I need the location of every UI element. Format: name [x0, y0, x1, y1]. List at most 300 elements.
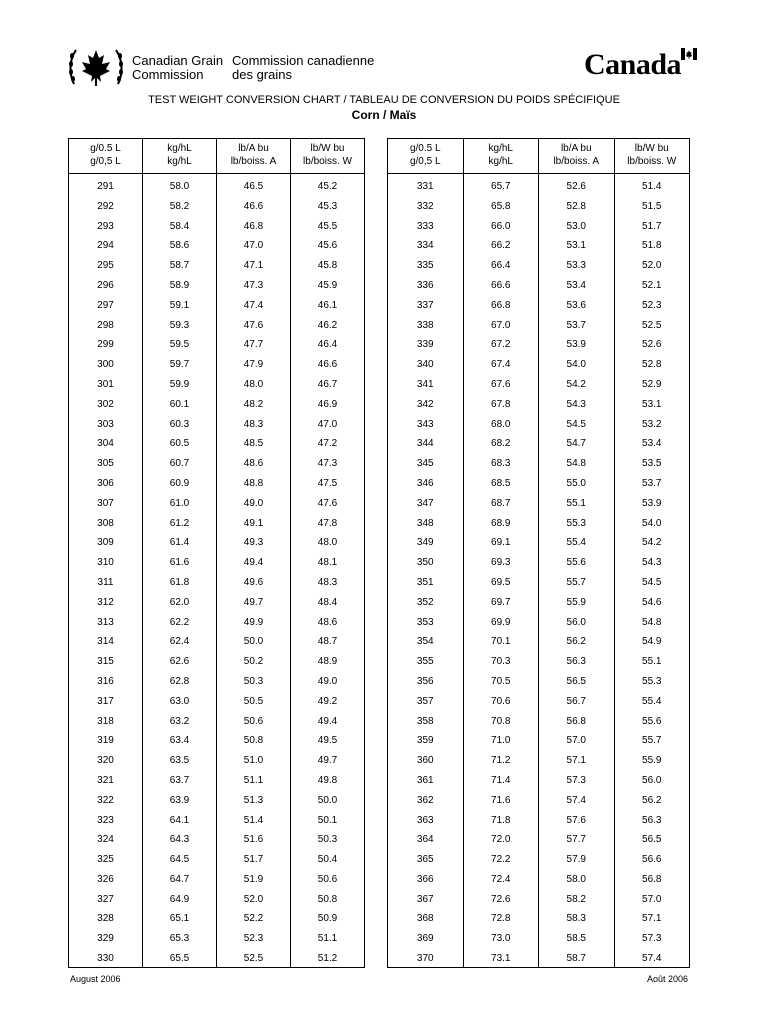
table-cell: 56.8 — [642, 873, 662, 885]
table-cell: 53.6 — [566, 299, 586, 311]
table-cell: 69.3 — [491, 557, 511, 569]
table-left-half — [68, 138, 365, 968]
table-cell: 59.9 — [169, 378, 190, 390]
table-cell: 53.9 — [566, 339, 586, 351]
table-cell: 55.1 — [566, 497, 586, 509]
table-cell: 47.0 — [243, 240, 264, 252]
table-cell: 49.9 — [243, 616, 264, 628]
table-cell: 357 — [416, 695, 434, 707]
table-cell: 57.9 — [566, 854, 586, 866]
column-header — [217, 139, 291, 173]
column-header — [388, 139, 464, 173]
table-cell: 318 — [97, 715, 114, 727]
table-cell: 52.6 — [642, 339, 662, 351]
table-cell: 68.9 — [491, 517, 511, 529]
table-cell: 52.0 — [243, 893, 264, 905]
table-cell: 45.3 — [317, 200, 338, 212]
table-right-half — [387, 138, 690, 968]
table-cell: 48.3 — [243, 418, 264, 430]
table-cell: 52.0 — [642, 260, 662, 272]
table-cell: 61.2 — [169, 517, 190, 529]
table-cell: 46.6 — [317, 359, 338, 371]
table-cell: 51.8 — [642, 240, 662, 252]
table-cell: 46.9 — [317, 398, 338, 410]
table-cell: 356 — [416, 675, 434, 687]
table-cell: 302 — [97, 398, 114, 410]
table-cell: 48.3 — [317, 576, 338, 588]
table-cell: 54.3 — [642, 557, 662, 569]
table-cell: 368 — [416, 913, 434, 925]
table-cell: 299 — [97, 339, 114, 351]
table-cell: 47.0 — [317, 418, 338, 430]
table-cell: 57.4 — [566, 794, 586, 806]
table-cell: 60.1 — [169, 398, 190, 410]
table-cell: 54.7 — [566, 438, 586, 450]
table-cell: 67.4 — [491, 359, 511, 371]
table-cell: 53.0 — [566, 220, 586, 232]
table-cell: 54.8 — [566, 458, 586, 470]
table-cell: 327 — [97, 893, 114, 905]
table-cell: 45.9 — [317, 279, 338, 291]
table-cell: 58.3 — [566, 913, 586, 925]
document-title: TEST WEIGHT CONVERSION CHART / TABLEAU DE CONVERSION DU POIDS SPÉCIFIQUE — [148, 94, 620, 106]
table-cell: 55.3 — [642, 675, 662, 687]
table-cell: 58.9 — [169, 279, 190, 291]
table-cell: 45.5 — [317, 220, 338, 232]
table-cell: 54.8 — [642, 616, 662, 628]
table-cell: 343 — [416, 418, 434, 430]
table-cell: 70.6 — [491, 695, 511, 707]
table-cell: 332 — [416, 200, 434, 212]
table-cell: 71.0 — [491, 735, 511, 747]
table-cell: 64.9 — [169, 893, 190, 905]
table-cell: 64.7 — [169, 873, 190, 885]
table-cell: 60.5 — [169, 438, 190, 450]
column-header-line2: kg/hL — [167, 156, 192, 167]
table-cell: 54.0 — [642, 517, 662, 529]
table-cell: 70.1 — [491, 636, 511, 648]
table-cell: 301 — [97, 378, 114, 390]
table-column — [143, 174, 217, 967]
table-cell: 57.7 — [566, 834, 586, 846]
table-cell: 67.0 — [491, 319, 511, 331]
table-cell: 48.4 — [317, 596, 338, 608]
table-cell: 53.4 — [566, 279, 586, 291]
table-cell: 47.7 — [243, 339, 264, 351]
table-cell: 62.8 — [169, 675, 190, 687]
table-cell: 50.2 — [243, 656, 264, 668]
agency-name-french-line2: des grains — [232, 67, 292, 82]
table-cell: 296 — [97, 279, 114, 291]
canada-wordmark: Canada — [584, 48, 682, 81]
table-cell: 350 — [416, 557, 434, 569]
table-cell: 48.0 — [243, 378, 264, 390]
table-cell: 66.0 — [491, 220, 511, 232]
table-cell: 52.3 — [243, 933, 264, 945]
agency-name-english — [132, 54, 223, 82]
table-cell: 370 — [416, 953, 434, 965]
table-cell: 57.1 — [566, 755, 586, 767]
table-cell: 58.4 — [169, 220, 190, 232]
table-column — [217, 174, 291, 967]
table-cell: 52.8 — [642, 359, 662, 371]
column-header-line2: lb/boiss. W — [627, 156, 677, 167]
table-cell: 360 — [416, 755, 434, 767]
table-column — [615, 174, 690, 967]
column-header-line1: g/0.5 L — [409, 143, 441, 154]
table-body — [69, 174, 364, 967]
table-cell: 45.2 — [317, 181, 338, 192]
table-cell: 322 — [97, 794, 114, 806]
table-cell: 49.8 — [317, 774, 338, 786]
table-cell: 51.3 — [243, 794, 264, 806]
table-cell: 57.4 — [642, 953, 662, 965]
header — [66, 44, 706, 94]
document-subtitle: Corn / Maïs — [351, 108, 417, 122]
table-cell: 48.7 — [317, 636, 338, 648]
table-cell: 72.0 — [491, 834, 511, 846]
table-cell: 57.0 — [642, 893, 662, 905]
table-cell: 366 — [416, 873, 434, 885]
table-cell: 58.2 — [169, 200, 190, 212]
table-cell: 72.8 — [491, 913, 511, 925]
table-cell: 72.6 — [491, 893, 511, 905]
table-cell: 363 — [416, 814, 434, 826]
table-cell: 59.1 — [169, 299, 190, 311]
table-cell: 71.8 — [491, 814, 511, 826]
agency-name-english-line1: Canadian Grain — [132, 53, 224, 68]
table-cell: 53.2 — [642, 418, 662, 430]
column-header — [69, 139, 143, 173]
table-cell: 47.1 — [243, 260, 264, 272]
table-cell: 47.3 — [243, 279, 264, 291]
table-cell: 64.5 — [169, 854, 190, 866]
column-header-line2: kg/hL — [488, 156, 513, 167]
table-cell: 55.1 — [642, 656, 662, 668]
table-cell: 49.7 — [243, 596, 264, 608]
table-cell: 66.8 — [491, 299, 511, 311]
table-cell: 58.7 — [169, 260, 190, 272]
table-cell: 55.7 — [642, 735, 662, 747]
table-cell: 336 — [416, 279, 434, 291]
table-cell: 351 — [416, 576, 434, 588]
table-cell: 72.2 — [491, 854, 511, 866]
table-cell: 335 — [416, 260, 434, 272]
column-header — [615, 139, 690, 173]
table-cell: 341 — [416, 378, 434, 390]
table-cell: 61.4 — [169, 537, 190, 549]
table-cell: 50.8 — [243, 735, 264, 747]
table-cell: 304 — [97, 438, 114, 450]
table-cell: 50.0 — [243, 636, 264, 648]
table-cell: 67.2 — [491, 339, 511, 351]
conversion-table — [68, 138, 688, 966]
table-cell: 310 — [97, 557, 114, 569]
table-cell: 308 — [97, 517, 114, 529]
table-cell: 51.7 — [642, 220, 662, 232]
table-cell: 323 — [97, 814, 114, 826]
table-cell: 300 — [97, 359, 114, 371]
table-cell: 51.1 — [243, 774, 264, 786]
table-cell: 58.0 — [566, 873, 586, 885]
table-cell: 61.8 — [169, 576, 190, 588]
table-cell: 59.5 — [169, 339, 190, 351]
table-cell: 47.9 — [243, 359, 264, 371]
table-cell: 49.2 — [317, 695, 338, 707]
table-cell: 314 — [97, 636, 114, 648]
table-cell: 54.6 — [642, 596, 662, 608]
table-cell: 48.0 — [317, 537, 338, 549]
table-cell: 68.0 — [491, 418, 511, 430]
column-header-line1: lb/W bu — [634, 143, 669, 154]
table-cell: 56.7 — [566, 695, 586, 707]
table-cell: 56.8 — [566, 715, 586, 727]
table-cell: 57.1 — [642, 913, 662, 925]
table-cell: 53.9 — [642, 497, 662, 509]
table-cell: 62.4 — [169, 636, 190, 648]
table-cell: 56.5 — [566, 675, 586, 687]
agency-name-english-line2: Commission — [132, 67, 204, 82]
table-cell: 53.5 — [642, 458, 662, 470]
table-cell: 54.9 — [642, 636, 662, 648]
table-cell: 70.5 — [491, 675, 511, 687]
table-cell: 65.8 — [491, 200, 511, 212]
table-cell: 63.2 — [169, 715, 190, 727]
table-cell: 57.3 — [566, 774, 586, 786]
table-cell: 52.5 — [243, 953, 264, 965]
table-cell: 47.8 — [317, 517, 338, 529]
table-cell: 345 — [416, 458, 434, 470]
table-cell: 55.0 — [566, 477, 586, 489]
table-cell: 51.0 — [243, 755, 264, 767]
table-cell: 61.0 — [169, 497, 190, 509]
table-cell: 61.6 — [169, 557, 190, 569]
table-cell: 55.9 — [566, 596, 586, 608]
table-cell: 71.4 — [491, 774, 511, 786]
table-cell: 55.6 — [566, 557, 586, 569]
table-cell: 73.0 — [491, 933, 511, 945]
table-header — [69, 139, 364, 174]
table-cell: 294 — [97, 240, 114, 252]
table-cell: 326 — [97, 873, 114, 885]
table-cell: 69.9 — [491, 616, 511, 628]
table-cell: 58.0 — [169, 181, 190, 192]
table-cell: 45.8 — [317, 260, 338, 272]
table-cell: 45.6 — [317, 240, 338, 252]
column-header-line2: lb/boiss. A — [230, 156, 277, 167]
footer-date-french: Août 2006 — [646, 974, 688, 984]
table-cell: 49.3 — [243, 537, 264, 549]
table-cell: 319 — [97, 735, 114, 747]
table-cell: 71.2 — [491, 755, 511, 767]
table-cell: 49.5 — [317, 735, 338, 747]
table-cell: 51.4 — [642, 181, 662, 192]
table-cell: 305 — [97, 458, 114, 470]
column-header-line1: kg/hL — [167, 143, 192, 154]
table-cell: 51.9 — [243, 873, 264, 885]
table-cell: 50.6 — [317, 873, 338, 885]
table-cell: 52.8 — [566, 200, 586, 212]
table-cell: 55.9 — [642, 755, 662, 767]
table-cell: 369 — [416, 933, 434, 945]
table-cell: 348 — [416, 517, 434, 529]
table-cell: 63.0 — [169, 695, 190, 707]
table-cell: 48.5 — [243, 438, 264, 450]
table-cell: 58.2 — [566, 893, 586, 905]
table-cell: 48.8 — [243, 477, 264, 489]
table-cell: 49.0 — [317, 675, 338, 687]
table-cell: 49.7 — [317, 755, 338, 767]
table-cell: 53.4 — [642, 438, 662, 450]
table-cell: 338 — [416, 319, 434, 331]
table-cell: 312 — [97, 596, 114, 608]
table-cell: 355 — [416, 656, 434, 668]
table-cell: 46.5 — [243, 181, 264, 192]
table-cell: 73.1 — [491, 953, 511, 965]
table-cell: 358 — [416, 715, 434, 727]
table-cell: 362 — [416, 794, 434, 806]
table-cell: 367 — [416, 893, 434, 905]
table-cell: 53.3 — [566, 260, 586, 272]
table-cell: 48.9 — [317, 656, 338, 668]
table-cell: 47.6 — [243, 319, 264, 331]
table-cell: 46.1 — [317, 299, 338, 311]
table-cell: 48.2 — [243, 398, 264, 410]
column-header — [464, 139, 540, 173]
table-cell: 49.6 — [243, 576, 264, 588]
table-cell: 50.0 — [317, 794, 338, 806]
table-cell: 349 — [416, 537, 434, 549]
table-column — [291, 174, 364, 967]
table-cell: 337 — [416, 299, 434, 311]
table-cell: 60.7 — [169, 458, 190, 470]
column-header-line1: kg/hL — [488, 143, 513, 154]
table-cell: 52.6 — [566, 181, 586, 192]
table-cell: 54.2 — [566, 378, 586, 390]
table-cell: 359 — [416, 735, 434, 747]
table-cell: 50.1 — [317, 814, 338, 826]
table-cell: 51.2 — [317, 953, 338, 965]
table-cell: 47.3 — [317, 458, 338, 470]
maple-leaf-emblem-icon — [66, 44, 126, 90]
column-header — [291, 139, 364, 173]
table-cell: 292 — [97, 200, 114, 212]
table-cell: 57.3 — [642, 933, 662, 945]
table-cell: 313 — [97, 616, 114, 628]
table-cell: 60.9 — [169, 477, 190, 489]
table-cell: 321 — [97, 774, 114, 786]
table-cell: 67.6 — [491, 378, 511, 390]
table-cell: 49.1 — [243, 517, 264, 529]
table-cell: 51.6 — [243, 834, 264, 846]
table-cell: 66.4 — [491, 260, 511, 272]
table-cell: 62.6 — [169, 656, 190, 668]
table-cell: 59.3 — [169, 319, 190, 331]
table-cell: 71.6 — [491, 794, 511, 806]
table-cell: 46.2 — [317, 319, 338, 331]
table-cell: 57.6 — [566, 814, 586, 826]
table-cell: 54.2 — [642, 537, 662, 549]
footer-date-english: August 2006 — [70, 974, 121, 984]
table-cell: 315 — [97, 656, 114, 668]
table-cell: 50.6 — [243, 715, 264, 727]
table-cell: 63.4 — [169, 735, 190, 747]
table-cell: 364 — [416, 834, 434, 846]
table-cell: 49.4 — [243, 557, 264, 569]
table-cell: 46.4 — [317, 339, 338, 351]
table-cell: 331 — [416, 181, 434, 192]
table-cell: 56.2 — [566, 636, 586, 648]
table-cell: 52.5 — [642, 319, 662, 331]
table-cell: 66.6 — [491, 279, 511, 291]
table-cell: 53.1 — [642, 398, 662, 410]
flag-icon — [681, 48, 697, 60]
table-cell: 56.0 — [566, 616, 586, 628]
table-column — [388, 174, 464, 967]
table-cell: 54.3 — [566, 398, 586, 410]
table-cell: 328 — [97, 913, 114, 925]
column-header-line2: g/0,5 L — [409, 156, 441, 167]
table-cell: 330 — [97, 953, 114, 965]
column-header-line2: lb/boiss. A — [553, 156, 600, 167]
table-cell: 67.8 — [491, 398, 511, 410]
agency-name-french-line1: Commission canadienne — [232, 53, 375, 68]
table-cell: 68.3 — [491, 458, 511, 470]
table-cell: 52.3 — [642, 299, 662, 311]
table-cell: 56.5 — [642, 834, 662, 846]
table-cell: 48.6 — [317, 616, 338, 628]
column-header-line1: lb/W bu — [310, 143, 345, 154]
table-cell: 333 — [416, 220, 434, 232]
table-cell: 57.0 — [566, 735, 586, 747]
column-header — [143, 139, 217, 173]
table-cell: 298 — [97, 319, 114, 331]
table-cell: 64.1 — [169, 814, 190, 826]
table-cell: 52.2 — [243, 913, 264, 925]
table-cell: 69.1 — [491, 537, 511, 549]
table-cell: 53.7 — [566, 319, 586, 331]
table-cell: 53.7 — [642, 477, 662, 489]
table-cell: 58.5 — [566, 933, 586, 945]
table-cell: 56.6 — [642, 854, 662, 866]
table-cell: 347 — [416, 497, 434, 509]
table-cell: 54.0 — [566, 359, 586, 371]
table-cell: 59.7 — [169, 359, 190, 371]
table-cell: 50.5 — [243, 695, 264, 707]
table-cell: 293 — [97, 220, 114, 232]
table-cell: 316 — [97, 675, 114, 687]
table-cell: 320 — [97, 755, 114, 767]
table-cell: 342 — [416, 398, 434, 410]
table-cell: 48.6 — [243, 458, 264, 470]
table-cell: 63.5 — [169, 755, 190, 767]
table-cell: 309 — [97, 537, 114, 549]
table-cell: 50.3 — [317, 834, 338, 846]
table-cell: 354 — [416, 636, 434, 648]
table-column — [69, 174, 143, 967]
table-cell: 54.5 — [566, 418, 586, 430]
table-cell: 55.7 — [566, 576, 586, 588]
table-cell: 339 — [416, 339, 434, 351]
table-cell: 295 — [97, 260, 114, 272]
table-cell: 55.4 — [642, 695, 662, 707]
table-cell: 65.5 — [169, 953, 190, 965]
column-header-line1: lb/A bu — [238, 143, 269, 154]
table-cell: 353 — [416, 616, 434, 628]
table-cell: 49.0 — [243, 497, 264, 509]
table-cell: 329 — [97, 933, 114, 945]
table-cell: 47.2 — [317, 438, 338, 450]
